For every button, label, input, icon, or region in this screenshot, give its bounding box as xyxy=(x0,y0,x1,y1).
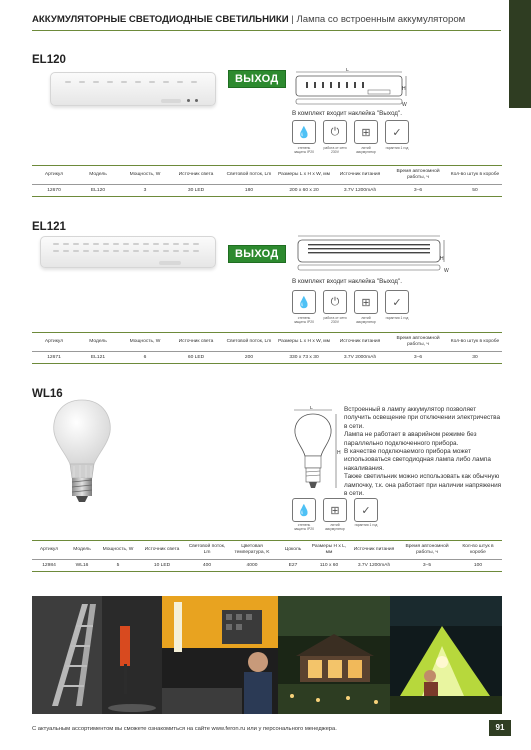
feature-labels-el120 xyxy=(292,146,409,154)
table-cell: 180 xyxy=(222,185,276,197)
column-header: Артикул xyxy=(32,541,66,560)
page-header xyxy=(32,14,465,25)
table-cell: 3.7V 1200mAh xyxy=(348,560,400,572)
table-cell: 200 xyxy=(222,352,276,364)
column-header: Кол-во штук в коробе xyxy=(454,541,502,560)
table-cell: 30 xyxy=(448,352,502,364)
dimension-drawing-wl16 xyxy=(288,406,342,498)
column-header: Цоколь xyxy=(276,541,310,560)
column-header: Время автономной работы, ч xyxy=(388,166,448,185)
column-header: Модель xyxy=(76,166,120,185)
feature-label: степень защиты IP20 xyxy=(293,316,315,324)
description-paragraph: Также светильник можно использовать как обычную лампочку, т.к. она работает при наличии напряжения в сети. xyxy=(344,473,502,498)
table-cell: WL16 xyxy=(66,560,98,572)
description-paragraph: Встроенный в лампу аккумулятор позволяет получить освещение при отключении электричества в сети. xyxy=(344,406,501,430)
feature-labels-el121 xyxy=(292,316,409,324)
table-cell: 12670 xyxy=(32,185,76,197)
table-header-row xyxy=(32,333,502,352)
table-header-row xyxy=(32,166,502,185)
column-header: Световой поток, Lm xyxy=(222,166,276,185)
header-divider xyxy=(32,30,501,31)
table-cell: 3.7V 1200mAh xyxy=(332,185,388,197)
model-title-el120: EL120 xyxy=(32,54,66,66)
table-cell: EL121 xyxy=(76,352,120,364)
spec-table-el121 xyxy=(32,332,502,364)
shield-icon: ✓ xyxy=(385,120,409,144)
photo-camping-tent xyxy=(390,596,502,714)
page-subtitle: Лампа со встроенным аккумулятором xyxy=(296,14,466,25)
photo-garden-terrace xyxy=(278,596,390,714)
table-header-row xyxy=(32,541,502,560)
feature-label: работа от сети 230V xyxy=(323,146,347,154)
photo-ladder-workshop xyxy=(32,596,162,714)
column-header: Световой поток, Lm xyxy=(222,333,276,352)
dimension-drawing-el121 xyxy=(290,232,458,276)
exit-sign-badge-el120: ВЫХОД xyxy=(228,70,286,88)
feature-label: гарантия 1 год xyxy=(354,523,378,527)
feature-label: степень защиты IP20 xyxy=(293,523,315,531)
dimension-drawing-el120 xyxy=(290,68,410,110)
dim-label-h: H xyxy=(337,450,341,456)
header-separator: | xyxy=(288,14,297,25)
description-paragraph: В качестве подключаемого прибора может использоваться светодиодная лампа либо лампа накаливания. xyxy=(344,448,491,472)
column-header: Источник света xyxy=(138,541,186,560)
column-header: Мощность, W xyxy=(120,166,170,185)
photo-garage-man xyxy=(162,596,278,714)
table-cell: 30 LED xyxy=(170,185,222,197)
column-header: Размеры L x H x W, мм xyxy=(276,166,332,185)
table-cell: 60 LED xyxy=(170,352,222,364)
table-cell: 200 х 60 х 20 xyxy=(276,185,332,197)
shield-icon: ✓ xyxy=(354,498,378,522)
table-cell: 3.7V 2000mAh xyxy=(332,352,388,364)
feature-label: гарантия 1 год xyxy=(385,146,409,150)
column-header: Цветовая температура, K xyxy=(228,541,276,560)
drop-icon: 💧 xyxy=(292,120,316,144)
column-header: Мощность, W xyxy=(98,541,138,560)
wl16-description xyxy=(344,406,504,498)
drop-icon: 💧 xyxy=(292,498,316,522)
feature-label: литий аккумулятор xyxy=(356,146,376,154)
feature-icons-el120 xyxy=(292,120,409,144)
model-title-wl16: WL16 xyxy=(32,388,63,400)
column-header: Источник питания xyxy=(332,166,388,185)
table-cell: 3 xyxy=(120,185,170,197)
dim-label-h: H xyxy=(440,256,444,262)
table-cell: 10 LED xyxy=(138,560,186,572)
column-header: Мощность, W xyxy=(120,333,170,352)
column-header: Время автономной работы, ч xyxy=(388,333,448,352)
table-cell: 330 х 73 х 30 xyxy=(276,352,332,364)
feature-label: литий аккумулятор xyxy=(356,316,376,324)
table-cell: E27 xyxy=(276,560,310,572)
model-title-el121: EL121 xyxy=(32,221,66,233)
drop-icon: 💧 xyxy=(292,290,316,314)
feature-label: работа от сети 230V xyxy=(323,316,347,324)
column-header: Кол-во штук в коробе xyxy=(448,166,502,185)
dim-label-l: L xyxy=(346,68,349,73)
exit-sign-badge-el121: ВЫХОД xyxy=(228,245,286,263)
column-header: Источник питания xyxy=(332,333,388,352)
feature-label: литий аккумулятор xyxy=(325,523,345,531)
page-number: 91 xyxy=(489,720,511,736)
feature-icons-wl16 xyxy=(292,498,378,522)
description-paragraph: Лампа не работает в аварийном режиме без параллельно подключенного прибора. xyxy=(344,431,477,447)
dim-label-l: L xyxy=(310,406,313,411)
spec-table-wl16 xyxy=(32,540,502,572)
table-cell: 110 х 60 xyxy=(310,560,348,572)
table-row xyxy=(32,352,502,364)
table-cell: 400 xyxy=(186,560,228,572)
table-cell: 6 xyxy=(120,352,170,364)
product-image-wl16 xyxy=(50,398,114,506)
side-tab xyxy=(509,0,531,108)
page-title: АККУМУЛЯТОРНЫЕ СВЕТОДИОДНЫЕ СВЕТИЛЬНИКИ xyxy=(32,14,289,25)
column-header: Модель xyxy=(76,333,120,352)
table-cell: 12671 xyxy=(32,352,76,364)
table-cell: 3–6 xyxy=(388,352,448,364)
shield-icon: ✓ xyxy=(385,290,409,314)
table-cell: 4000 xyxy=(228,560,276,572)
column-header: Источник питания xyxy=(348,541,400,560)
column-header: Световой поток, Lm xyxy=(186,541,228,560)
feature-label: степень защиты IP20 xyxy=(293,146,315,154)
battery-icon: ⊞ xyxy=(323,498,347,522)
column-header: Размеры H x L, мм xyxy=(310,541,348,560)
dim-label-w: W xyxy=(402,102,407,108)
column-header: Время автономной работы, ч xyxy=(400,541,454,560)
sticker-note-el120: В комплект входит наклейка "Выход". xyxy=(292,110,402,117)
column-header: Кол-во штук в коробе xyxy=(448,333,502,352)
column-header: Модель xyxy=(66,541,98,560)
table-cell: 100 xyxy=(454,560,502,572)
column-header: Артикул xyxy=(32,166,76,185)
feature-icons-el121 xyxy=(292,290,409,314)
feature-labels-wl16 xyxy=(292,523,378,531)
dim-label-h: H xyxy=(402,86,406,92)
table-cell: 12984 xyxy=(32,560,66,572)
table-row xyxy=(32,185,502,197)
table-cell: EL120 xyxy=(76,185,120,197)
table-cell: 50 xyxy=(448,185,502,197)
battery-icon: ⊞ xyxy=(354,290,378,314)
column-header: Источник света xyxy=(170,333,222,352)
table-row xyxy=(32,560,502,572)
sticker-note-el121: В комплект входит наклейка "Выход". xyxy=(292,278,402,285)
dim-label-w: W xyxy=(444,268,449,274)
column-header: Артикул xyxy=(32,333,76,352)
column-header: Размеры L x H x W, мм xyxy=(276,333,332,352)
feature-label: гарантия 1 год xyxy=(385,316,409,320)
plug-icon: ⏻ xyxy=(323,120,347,144)
product-image-el121 xyxy=(40,236,216,268)
column-header: Источник света xyxy=(170,166,222,185)
product-image-el120 xyxy=(50,72,216,106)
table-cell: 3–5 xyxy=(400,560,454,572)
table-cell: 5 xyxy=(98,560,138,572)
table-cell: 3–6 xyxy=(388,185,448,197)
plug-icon: ⏻ xyxy=(323,290,347,314)
battery-icon: ⊞ xyxy=(354,120,378,144)
spec-table-el120 xyxy=(32,165,502,197)
footer-note: С актуальным ассортиментом вы сможете ознакомиться на сайте www.feron.ru или у персонального менеджера. xyxy=(32,726,337,732)
